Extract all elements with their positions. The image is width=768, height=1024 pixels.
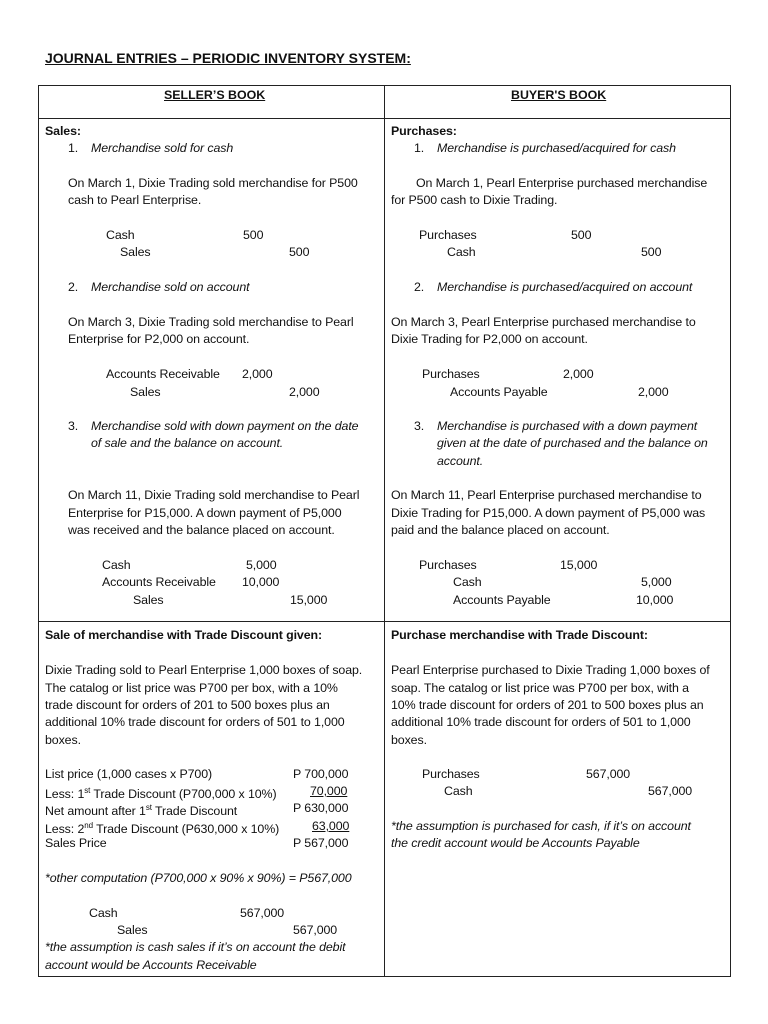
seller-section-label: Sales: [45, 124, 81, 138]
computation-amount: P 630,000 [293, 801, 349, 815]
buyer-case1-desc: for P500 cash to Dixie Trading. [391, 193, 558, 207]
buyer-trade-discount-heading: Purchase merchandise with Trade Discount: [391, 628, 648, 642]
seller-case2-desc: Enterprise for P2,000 on account. [68, 332, 250, 346]
journal-account: Purchases [422, 367, 480, 381]
seller-td-desc: additional 10% trade discount for orders of 501 to 1,000 [45, 715, 345, 729]
buyer-case1-number: 1. [414, 141, 425, 155]
seller-case3-desc: was received and the balance placed on account. [68, 523, 335, 537]
buyer-td-desc: 10% trade discount for orders of 201 to 500 boxes plus an [391, 698, 704, 712]
journal-account: Cash [102, 558, 131, 572]
journal-debit: 567,000 [586, 767, 631, 781]
journal-account: Cash [453, 575, 482, 589]
journal-account: Accounts Payable [450, 385, 548, 399]
buyer-case3-title: Merchandise is purchased with a down payment [437, 419, 698, 433]
journal-debit: 15,000 [560, 558, 598, 572]
computation-label: Net amount after 1st Trade Discount [45, 803, 238, 819]
computation-label: Less: 2nd Trade Discount (P630,000 x 10%) [45, 821, 280, 837]
journal-credit: 500 [641, 245, 662, 259]
buyers-book-header: BUYER'S BOOK [511, 88, 607, 102]
seller-case3-number: 3. [68, 419, 79, 433]
buyer-td-desc: additional 10% trade discount for orders of 501 to 1,000 [391, 715, 691, 729]
computation-label: Less: 1st Trade Discount (P700,000 x 10%) [45, 786, 277, 802]
journal-account: Sales [133, 593, 164, 607]
journal-account: Accounts Payable [453, 593, 551, 607]
journal-credit: 2,000 [638, 385, 669, 399]
journal-debit: 500 [243, 228, 264, 242]
buyer-case3-desc: Dixie Trading for P15,000. A down payment of P5,000 was [391, 506, 706, 520]
seller-trade-discount-heading: Sale of merchandise with Trade Discount given: [45, 628, 323, 642]
buyer-case2-desc: On March 3, Pearl Enterprise purchased merchandise to [391, 315, 696, 329]
other-computation-note: *other computation (P700,000 x 90% x 90%) = P567,000 [45, 871, 352, 885]
computation-amount: P 700,000 [293, 767, 349, 781]
table-border-left [38, 85, 39, 977]
journal-account: Purchases [419, 558, 477, 572]
buyer-case1-title: Merchandise is purchased/acquired for cash [437, 141, 676, 155]
journal-account: Accounts Receivable [102, 575, 216, 589]
seller-assumption-note: account would be Accounts Receivable [45, 958, 257, 972]
buyer-case3-number: 3. [414, 419, 425, 433]
buyer-case2-number: 2. [414, 280, 425, 294]
seller-td-desc: trade discount for orders of 201 to 500 boxes plus an [45, 698, 330, 712]
journal-account: Accounts Receivable [106, 367, 220, 381]
seller-case2-title: Merchandise sold on account [91, 280, 250, 294]
journal-account: Sales [130, 385, 161, 399]
journal-credit: 500 [289, 245, 310, 259]
seller-case3-title: of sale and the balance on account. [91, 436, 284, 450]
buyer-assumption-note: *the assumption is purchased for cash, if it’s on account [391, 819, 691, 833]
seller-td-desc: Dixie Trading sold to Pearl Enterprise 1,000 boxes of soap. [45, 663, 363, 677]
buyer-td-desc: Pearl Enterprise purchased to Dixie Trading 1,000 boxes of [391, 663, 710, 677]
seller-case1-title: Merchandise sold for cash [91, 141, 234, 155]
journal-credit: 5,000 [641, 575, 672, 589]
journal-debit: 10,000 [242, 575, 280, 589]
buyer-case3-title: given at the date of purchased and the balance on [437, 436, 708, 450]
buyer-case1-desc: On March 1, Pearl Enterprise purchased merchandise [416, 176, 708, 190]
journal-account: Cash [106, 228, 135, 242]
journal-account: Sales [117, 923, 148, 937]
journal-account: Purchases [422, 767, 480, 781]
seller-case1-desc: On March 1, Dixie Trading sold merchandise for P500 [68, 176, 358, 190]
seller-case3-desc: Enterprise for P15,000. A down payment of P5,000 [68, 506, 342, 520]
seller-td-desc: The catalog or list price was P700 per box, with a 10% [45, 681, 338, 695]
journal-credit: 2,000 [289, 385, 320, 399]
journal-debit: 2,000 [242, 367, 273, 381]
journal-debit: 2,000 [563, 367, 594, 381]
journal-account: Cash [89, 906, 118, 920]
seller-td-desc: boxes. [45, 733, 81, 747]
journal-debit: 5,000 [246, 558, 277, 572]
buyer-td-desc: boxes. [391, 733, 427, 747]
seller-case2-desc: On March 3, Dixie Trading sold merchandise to Pearl [68, 315, 354, 329]
seller-case1-number: 1. [68, 141, 79, 155]
buyer-case2-desc: Dixie Trading for P2,000 on account. [391, 332, 588, 346]
journal-credit: 567,000 [293, 923, 338, 937]
computation-label: Sales Price [45, 836, 107, 850]
buyer-case3-desc: paid and the balance placed on account. [391, 523, 610, 537]
buyer-case2-title: Merchandise is purchased/acquired on account [437, 280, 693, 294]
journal-credit: 15,000 [290, 593, 328, 607]
page-title: JOURNAL ENTRIES – PERIODIC INVENTORY SYSTEM: [45, 50, 411, 66]
column-divider [384, 85, 385, 977]
journal-account: Cash [447, 245, 476, 259]
buyer-td-desc: soap. The catalog or list price was P700 per box, with a [391, 681, 689, 695]
journal-debit: 500 [571, 228, 592, 242]
journal-credit: 10,000 [636, 593, 674, 607]
journal-account: Cash [444, 784, 473, 798]
buyer-assumption-note: the credit account would be Accounts Payable [391, 836, 640, 850]
seller-case1-desc: cash to Pearl Enterprise. [68, 193, 202, 207]
buyer-section-label: Purchases: [391, 124, 457, 138]
buyer-case3-title: account. [437, 454, 484, 468]
buyer-case3-desc: On March 11, Pearl Enterprise purchased merchandise to [391, 488, 702, 502]
computation-amount: 63,000 [312, 819, 350, 833]
journal-account: Purchases [419, 228, 477, 242]
table-border-right [730, 85, 731, 977]
sellers-book-header: SELLER’S BOOK [164, 88, 266, 102]
computation-label: List price (1,000 cases x P700) [45, 767, 213, 781]
computation-amount: P 567,000 [293, 836, 349, 850]
computation-amount: 70,000 [310, 784, 348, 798]
seller-case3-desc: On March 11, Dixie Trading sold merchandise to Pearl [68, 488, 360, 502]
journal-credit: 567,000 [648, 784, 693, 798]
journal-account: Sales [120, 245, 151, 259]
seller-assumption-note: *the assumption is cash sales if it’s on account the debit [45, 940, 346, 954]
seller-case2-number: 2. [68, 280, 79, 294]
seller-case3-title: Merchandise sold with down payment on the date [91, 419, 359, 433]
journal-debit: 567,000 [240, 906, 285, 920]
